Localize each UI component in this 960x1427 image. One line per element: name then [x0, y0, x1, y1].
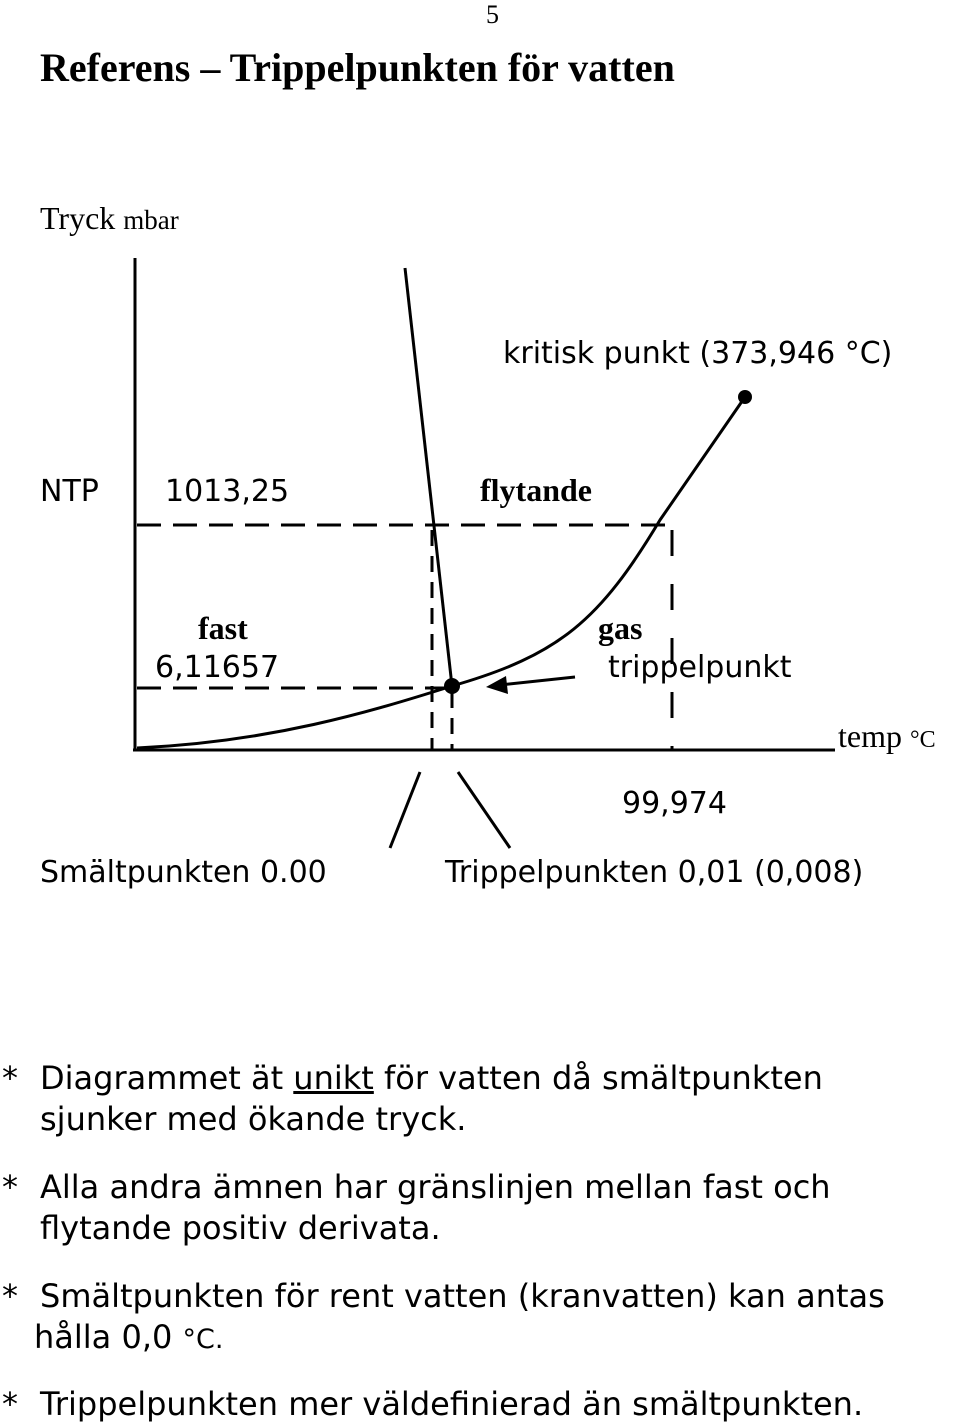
note-3-line-1: Smältpunkten för rent vatten (kranvatten) kan antas [40, 1277, 885, 1315]
x-axis-unit: °C [909, 727, 936, 753]
triple-pressure-value: 6,11657 [155, 650, 280, 685]
note-4-line-1: Trippelpunkten mer väldefinierad än smältpunkten. [40, 1385, 864, 1423]
ntp-label: NTP [40, 474, 99, 509]
note-1-text-post: för vatten då smältpunkten [373, 1059, 823, 1097]
note-bullet: * [2, 1168, 18, 1206]
triple-point-arrow [500, 677, 575, 685]
note-2-line-1: Alla andra ämnen har gränslinjen mellan fast och [40, 1168, 831, 1206]
note-2 [0, 1167, 960, 1251]
y-axis-label-text: Tryck [40, 200, 116, 236]
triple-point-marker [444, 678, 460, 694]
note-3-text-pre: hålla 0,0 [34, 1318, 183, 1356]
melting-point-label: Smältpunkten 0.00 [40, 855, 327, 890]
note-bullet: * [2, 1277, 18, 1315]
note-1-text-pre: Diagrammet ät [40, 1059, 294, 1097]
page-title: Referens – Trippelpunkten för vatten [40, 45, 675, 90]
critical-point-marker [738, 390, 752, 404]
triple-pointer-line [458, 772, 510, 848]
region-solid-label: fast [198, 610, 248, 646]
note-bullet: * [2, 1059, 18, 1097]
note-1-underlined-word: unikt [293, 1059, 374, 1097]
note-3-line-2 [34, 1317, 223, 1360]
region-gas-label: gas [598, 610, 643, 646]
triple-point-temp-label: Trippelpunkten 0,01 (0,008) [445, 855, 864, 890]
y-axis-label [40, 200, 179, 237]
critical-point-label: kritisk punkt (373,946 °C) [503, 336, 893, 371]
x-axis-label-text: temp [838, 718, 902, 754]
ntp-pressure-value: 1013,25 [165, 474, 290, 509]
note-3 [0, 1276, 960, 1360]
note-3-unit: °C. [182, 1324, 224, 1355]
triple-point-label: trippelpunkt [608, 650, 792, 685]
vaporization-curve [137, 397, 745, 748]
melting-pointer-line [390, 772, 420, 848]
note-4 [0, 1384, 960, 1426]
note-2-line-2: flytande positiv derivata. [40, 1209, 441, 1247]
note-1-line-2: sjunker med ökande tryck. [40, 1100, 467, 1138]
y-axis-unit: mbar [123, 205, 179, 235]
note-bullet: * [2, 1385, 18, 1423]
note-1-line-1 [40, 1058, 823, 1099]
arrow-head [486, 676, 508, 694]
page-number: 5 [486, 0, 499, 29]
melting-line [405, 268, 452, 686]
x-axis-label [838, 718, 936, 755]
note-1 [0, 1058, 960, 1142]
region-liquid-label: flytande [480, 472, 592, 508]
boiling-temp-value: 99,974 [622, 786, 727, 821]
